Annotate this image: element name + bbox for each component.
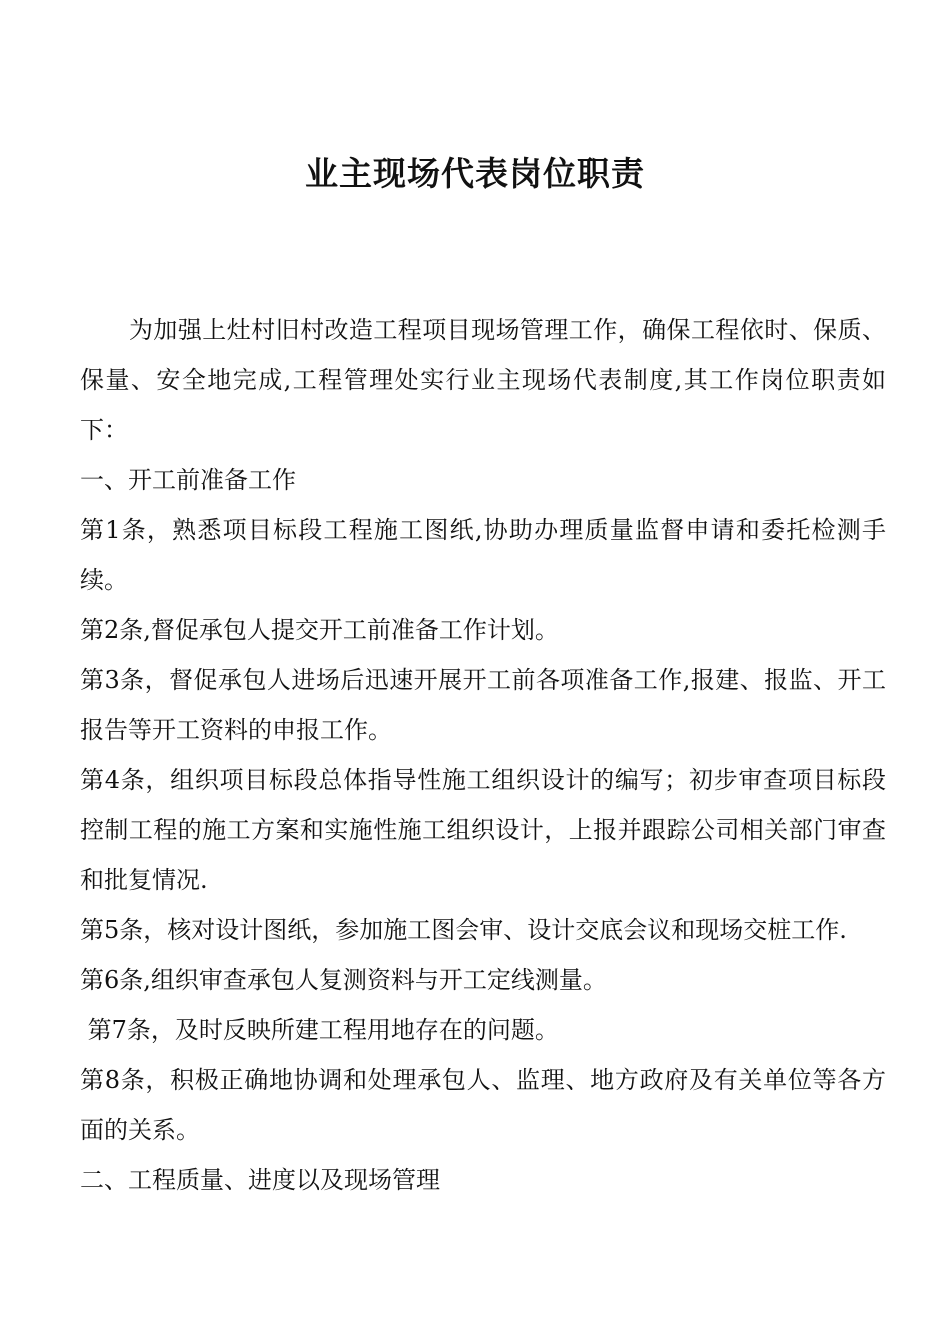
- article-1: 第1条，熟悉项目标段工程施工图纸,协助办理质量监督申请和委托检测手续。: [80, 516, 886, 594]
- article-6: 第6条,组织审查承包人复测资料与开工定线测量。: [80, 966, 607, 994]
- section-heading-1: 一、开工前准备工作: [80, 466, 296, 494]
- article-8: 第8条，积极正确地协调和处理承包人、监理、地方政府及有关单位等各方面的关系。: [80, 1066, 886, 1144]
- article-2: 第2条,督促承包人提交开工前准备工作计划。: [80, 616, 559, 644]
- article-7: 第7条，及时反映所建工程用地存在的问题。: [80, 1016, 559, 1044]
- article-4: 第4条，组织项目标段总体指导性施工组织设计的编写；初步审查项目标段控制工程的施工方案和实施性施工组织设计，上报并跟踪公司相关部门审查和批复情况.: [80, 766, 886, 894]
- document-title: 业主现场代表岗位职责: [305, 154, 645, 193]
- article-3: 第3条，督促承包人进场后迅速开展开工前各项准备工作,报建、报监、开工报告等开工资料的申报工作。: [80, 666, 886, 744]
- section-heading-2: 二、工程质量、进度以及现场管理: [80, 1166, 440, 1194]
- intro-paragraph: 为加强上灶村旧村改造工程项目现场管理工作，确保工程依时、保质、保量、安全地完成,工程管理处实行业主现场代表制度,其工作岗位职责如下：: [80, 316, 886, 444]
- document-body: [80, 305, 886, 1205]
- article-5: 第5条，核对设计图纸，参加施工图会审、设计交底会议和现场交桩工作.: [80, 916, 847, 944]
